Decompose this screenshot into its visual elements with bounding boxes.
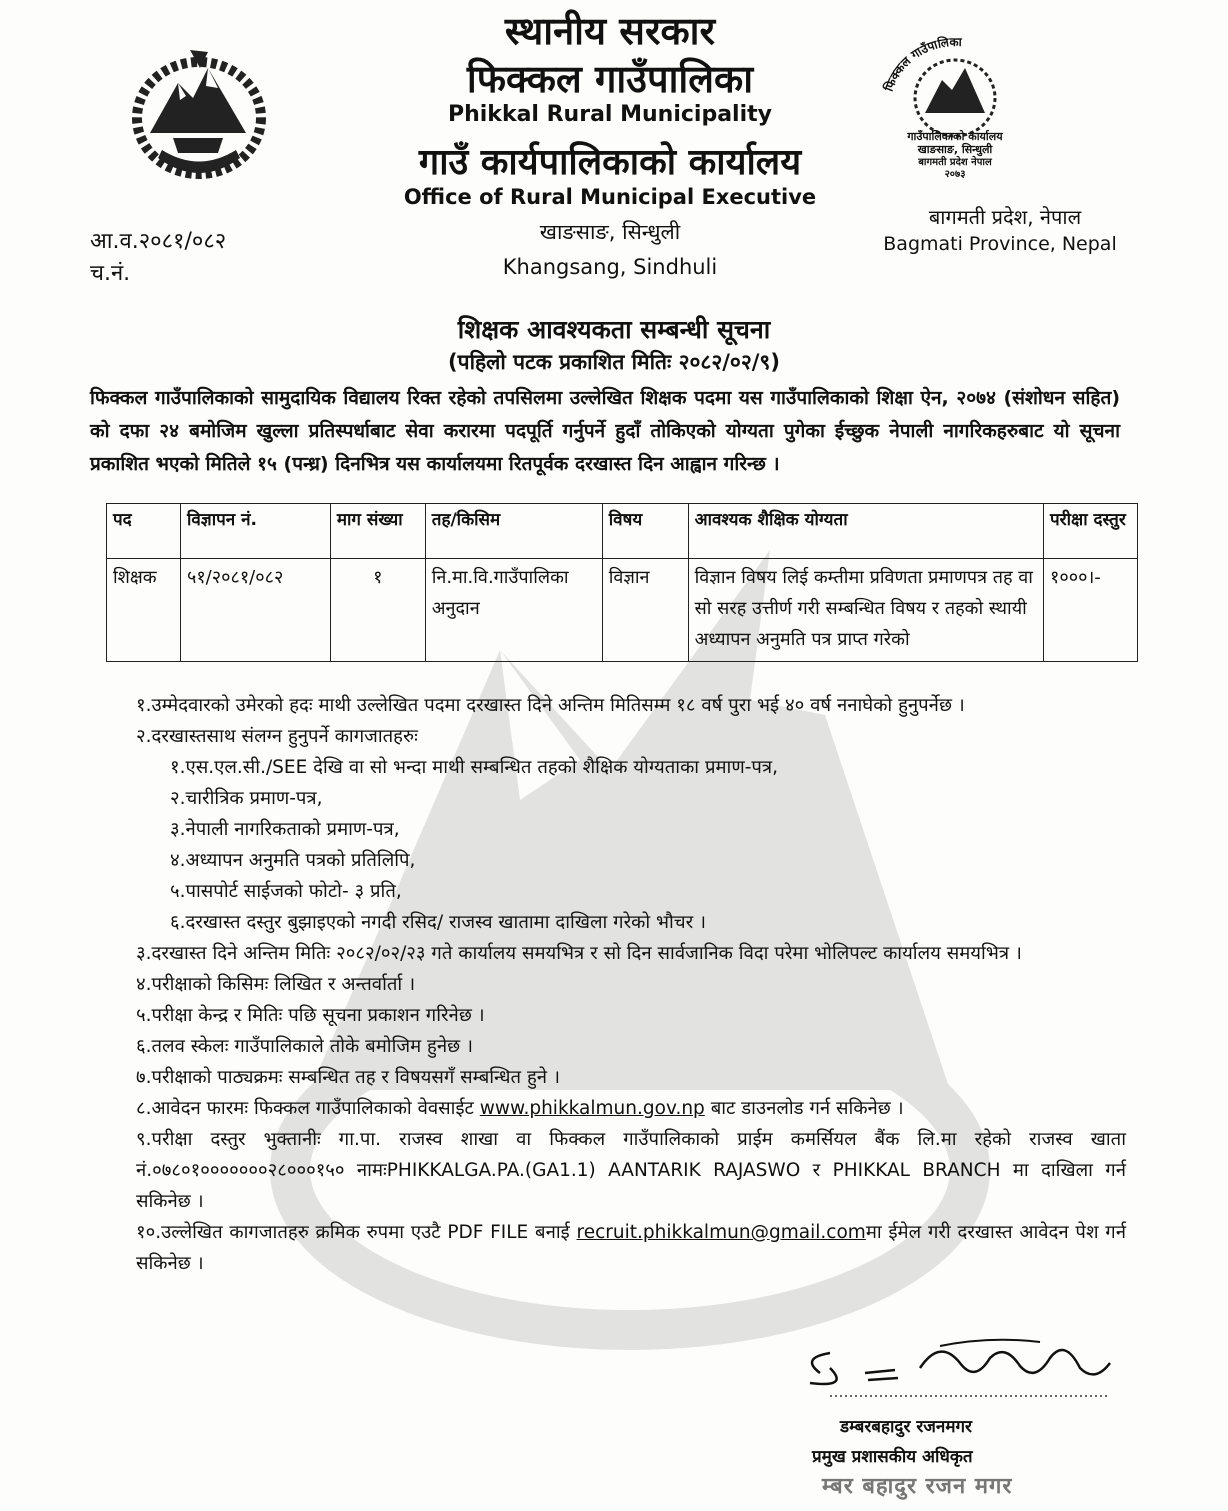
province-np: बागमती प्रदेश, नेपाल <box>928 205 1082 229</box>
header-office-np: गाउँ कार्यपालिकाको कार्यालय <box>418 142 802 183</box>
table-row <box>107 559 1138 662</box>
cell-ad-no: ५१/२०८१/०८२ <box>180 559 330 662</box>
condition-email <box>136 1217 1126 1279</box>
cell-qualification: विज्ञान विषय लिई कम्तीमा प्रविणता प्रमाणपत्र तह वा सो सरह उत्तीर्ण गरी सम्बन्धित विषय र तहको स्थायी अध्यापन अनुमति पत्र प्राप्त गरेको <box>688 559 1043 662</box>
table-header-row <box>107 504 1138 559</box>
signatory-name: डम्बरबहादुर रजनमगर <box>840 1417 973 1437</box>
vacancy-table <box>106 503 1138 662</box>
document-item: ५.पासपोर्ट साईजको फोटो- ३ प्रति, <box>170 881 402 902</box>
cell-level: नि.मा.वि.गाउँपालिका अनुदान <box>425 559 602 662</box>
header-office-en: Office of Rural Municipal Executive <box>403 185 817 209</box>
notice-intro: फिक्कल गाउँपालिकाको सामुदायिक विद्यालय रिक्त रहेको तपसिलमा उल्लेखित शिक्षक पदमा यस गाउँपालिकाको शिक्षा ऐन, २०७४ (संशोधन सहित) को दफा २४ बमोजिम खुल्ला प्रतिस्पर्धाबाट सेवा करारमा पदपूर्ति गर्नुपर्ने हुदाँ तोकिएको योग्यता पुगेका ईच्छुक नेपाली नागरिकहरुबाट यो सूचना प्रकाशित भएको मितिले १५ (पन्ध्र) दिनभित्र यस कार्यालयमा रितपूर्वक दरखास्त दिन आह्वान गरिन्छ । <box>90 387 1120 475</box>
seal-text-3: खाङसाङ, सिन्धुली <box>917 143 993 156</box>
col-header-fee: परीक्षा दस्तुर <box>1044 504 1138 559</box>
signatory-title: प्रमुख प्रशासकीय अधिकृत <box>812 1447 973 1467</box>
seal-text-2: गाउँपालिकाको कार्यालय <box>907 130 1003 143</box>
nepal-emblem-logo <box>118 38 280 188</box>
header-municipality-en: Phikkal Rural Municipality <box>447 102 772 127</box>
col-header-post: पद <box>107 504 181 559</box>
header-municipality-np: फिक्कल गाउँपालिका <box>466 57 754 101</box>
col-header-subject: विषय <box>602 504 688 559</box>
seal-text-4: बागमती प्रदेश नेपाल <box>918 157 992 168</box>
municipality-seal <box>870 28 1040 178</box>
svg-text:फिक्कल गाउँपालिका <box>881 35 963 94</box>
email-link[interactable]: recruit.phikkalmun@gmail.com <box>576 1222 866 1243</box>
condition-age: १.उम्मेदवारको उमेरको हदः माथी उल्लेखित पदमा दरखास्त दिने अन्तिम मितिसम्म १८ वर्ष पुरा भई ४० वर्ष ननाघेको हुनुपर्नेछ । <box>136 695 965 716</box>
condition-documents: २.दरखास्तसाथ संलग्न हुनुपर्ने कागजातहरुः <box>136 726 418 747</box>
condition-email-text: १०.उल्लेखित कागजातहरु क्रमिक रुपमा एउटै PDF FILE बनाई <box>136 1222 577 1243</box>
name-stamp: म्बर बहादुर रजन मगर <box>822 1474 1013 1499</box>
notice-title: शिक्षक आवश्यकता सम्बन्धी सूचना <box>457 315 771 344</box>
cell-fee: १०००।- <box>1044 559 1138 662</box>
conditions-list <box>136 690 1126 1279</box>
col-header-qualification: आवश्यक शैक्षिक योग्यता <box>688 504 1043 559</box>
address-en: Khangsang, Sindhuli <box>502 255 718 279</box>
cell-subject: विज्ञान <box>602 559 688 662</box>
col-header-ad-no: विज्ञापन नं. <box>180 504 330 559</box>
cell-demand: १ <box>330 559 425 662</box>
condition-exam-center: ५.परीक्षा केन्द्र र मितिः पछि सूचना प्रकाशन गरिनेछ । <box>136 1005 485 1026</box>
document-item: १.एस.एल.सी./SEE देखि वा सो भन्दा माथी सम्बन्धित तहको शैक्षिक योग्यताका प्रमाण-पत्र, <box>170 757 778 778</box>
document-item: ३.नेपाली नागरिकताको प्रमाण-पत्र, <box>170 819 400 840</box>
seal-year: २०७३ <box>944 169 966 178</box>
condition-syllabus: ७.परीक्षाको पाठ्यक्रमः सम्बन्धित तह र विषयसगँ सम्बन्धित हुने । <box>136 1067 560 1088</box>
col-header-level: तह/किसिम <box>425 504 602 559</box>
condition-form-text-end: बाट डाउनलोड गर्न सकिनेछ । <box>704 1098 904 1119</box>
condition-exam-type: ४.परीक्षाको किसिमः लिखित र अन्तर्वार्ता । <box>136 974 416 995</box>
header-local-government: स्थानीय सरकार <box>504 9 716 53</box>
seal-text-1: फिक्कल गाउँपालिका <box>881 34 962 94</box>
address-np: खाङसाङ, सिन्धुली <box>539 220 681 244</box>
document-item: २.चारीत्रिक प्रमाण-पत्र, <box>170 788 323 809</box>
condition-salary: ६.तलव स्केलः गाउँपालिकाले तोके बमोजिम हुनेछ । <box>136 1036 473 1057</box>
reference-number: च.नं. <box>90 261 131 286</box>
condition-fee-payment: ९.परीक्षा दस्तुर भुक्तानीः गा.पा. राजस्व शाखा वा फिक्कल गाउँपालिकाको प्राईम कमर्सियल बैंक लि.मा रहेको राजस्व खाता नं.०७८०१०००००००२८०००१५० नामःPHIKKALGA.PA.(GA1.1) AANTARIK RAJASWO र PHIKKAL BRANCH मा दाखिला गर्न सकिनेछ । <box>136 1129 1126 1212</box>
col-header-demand: माग संख्या <box>330 504 425 559</box>
condition-form <box>136 1093 1126 1124</box>
condition-email-text-end: मा ईमेल गरी दरखास्त आवेदन पेश गर्न सकिनेछ । <box>136 1222 1126 1274</box>
cell-post: शिक्षक <box>107 559 181 662</box>
condition-deadline: ३.दरखास्त दिने अन्तिम मितिः २०८२/०२/२३ गते कार्यालय समयभित्र र सो दिन सार्वजानिक विदा परेमा भोलिपल्ट कार्यालय समयभित्र । <box>136 943 1022 964</box>
document-item: ६.दरखास्त दस्तुर बुझाइएको नगदी रसिद/ राजस्व खातामा दाखिला गरेको भौचर । <box>170 912 707 933</box>
document-item: ४.अध्यापन अनुमति पत्रको प्रतिलिपि, <box>170 850 416 871</box>
website-link[interactable]: www.phikkalmun.gov.np <box>479 1098 705 1119</box>
notice-subtitle: (पहिलो पटक प्रकाशित मितिः २०८२/०२/९) <box>448 350 780 374</box>
fiscal-year: आ.व.२०८१/०८२ <box>90 229 227 254</box>
province-en: Bagmati Province, Nepal <box>883 233 1117 255</box>
condition-form-text: ८.आवेदन फारमः फिक्कल गाउँपालिकाको वेवसाईट <box>136 1098 480 1119</box>
handwritten-signature <box>790 1328 1130 1403</box>
